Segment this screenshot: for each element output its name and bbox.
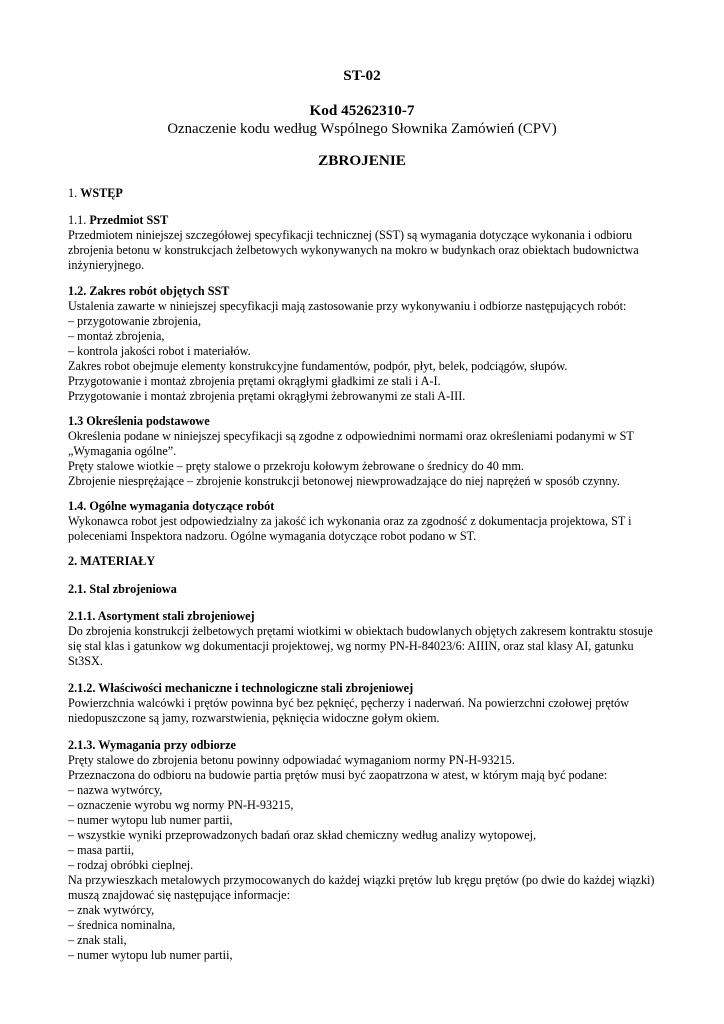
text-line (68, 903, 154, 918)
body-text: 1. (68, 186, 81, 200)
text-line (68, 933, 127, 948)
text-line (68, 711, 439, 726)
cpv-code: Kod 45262310-7 (309, 102, 415, 119)
body-text: Powierzchnia walcówki i prętów powinna być bez pęknięć, pęcherzy i naderwań. Na powierzchni czołowej prętów (68, 696, 630, 710)
text-line (68, 228, 632, 243)
text-line (68, 459, 524, 474)
heading-text: 1.4. Ogólne wymagania dotyczące robót (68, 499, 275, 513)
text-line (68, 888, 290, 903)
body-text: muszą znajdować się następujące informacje: (68, 888, 290, 902)
body-text: St3SX. (68, 654, 103, 668)
body-text: Przedmiotem niniejszej szczegółowej specyfikacji technicznej (SST) są wymagania dotyczące wykonania i odbioru (68, 228, 633, 242)
heading-text: 2. MATERIAŁY (68, 554, 156, 568)
body-text: – oznaczenie wyrobu wg normy PN-H-93215, (68, 798, 294, 812)
cpv-description: Oznaczenie kodu według Wspólnego Słownika Zamówień (CPV) (167, 121, 557, 137)
body-text: Wykonawca robot jest odpowiedzialny za jakość ich wykonania oraz za zgodność z dokumentacja projektowa, ST i (68, 514, 632, 528)
text-line (68, 873, 654, 888)
text-line (68, 738, 236, 753)
text-line (68, 768, 607, 783)
text-line (68, 609, 255, 624)
body-text: Na przywieszkach metalowych przymocowanych do każdej wiązki prętów lub kręgu prętów (po dwie do każdej wiązki) (68, 873, 655, 887)
text-line (68, 918, 175, 933)
text-line (68, 554, 155, 569)
text-line (68, 681, 413, 696)
text-line (68, 444, 176, 459)
heading-text: Przedmiot SST (89, 213, 169, 227)
body-text: – masa partii, (68, 843, 134, 857)
text-line (68, 858, 193, 873)
body-text: Zbrojenie niesprężające – zbrojenie konstrukcji betonowej niewprowadzające do niej naprężeń w sposób czynny. (68, 474, 620, 488)
text-line (68, 429, 634, 444)
text-line (68, 314, 201, 329)
text-line (68, 753, 515, 768)
body-text: się stal klas i gatunkow wg dokumentacji projektowej, wg normy PN-H-84023/6: AIIIN, oraz stal klasy AI, gatunku (68, 639, 634, 653)
body-text: poleceniami Inspektora nadzoru. Ogólne wymagania dotyczące robot podano w ST. (68, 529, 477, 543)
body-text: – średnica nominalna, (68, 918, 176, 932)
text-line (68, 213, 168, 228)
heading-text: 2.1.1. Asortyment stali zbrojeniowej (68, 609, 255, 623)
text-line (68, 329, 164, 344)
text-line (68, 624, 653, 639)
body-text: niedopuszczone są jamy, rozwarstwienia, pęknięcia widoczne gołym okiem. (68, 711, 440, 725)
text-line (68, 374, 441, 389)
text-line (68, 243, 639, 258)
body-text: – kontrola jakości robot i materiałów. (68, 344, 251, 358)
body-text: – numer wytopu lub numer partii, (68, 948, 233, 962)
text-line (68, 299, 626, 314)
body-text: zbrojenia betonu w konstrukcjach żelbetowych wykonywanych na mokro w budynkach oraz obiektach budownictwa (68, 243, 639, 257)
doc-code: ST-02 (343, 67, 381, 84)
heading-text: 1.2. Zakres robót objętych SST (68, 284, 230, 298)
body-text: Do zbrojenia konstrukcji żelbetowych prętami wiotkimi w obiektach budowlanych objętych zakresem kontraktu stosuje (68, 624, 653, 638)
body-text: – znak wytwórcy, (68, 903, 155, 917)
text-line (68, 828, 536, 843)
heading-text: 2.1.2. Właściwości mechaniczne i technologiczne stali zbrojeniowej (68, 681, 414, 695)
text-line (68, 813, 233, 828)
body-text: Pręty stalowe wiotkie – pręty stalowe o przekroju kołowym żebrowane o średnicy do 40 mm. (68, 459, 524, 473)
text-line (68, 654, 103, 669)
text-line (68, 696, 629, 711)
text-line (68, 783, 162, 798)
body-text: – montaż zbrojenia, (68, 329, 165, 343)
body-text: 1.1. (68, 213, 90, 227)
text-line (68, 344, 251, 359)
text-line (68, 284, 229, 299)
text-line (68, 514, 632, 529)
body-text: – znak stali, (68, 933, 127, 947)
body-text: – numer wytopu lub numer partii, (68, 813, 233, 827)
body-text: – rodzaj obróbki cieplnej. (68, 858, 194, 872)
body-text: – przygotowanie zbrojenia, (68, 314, 201, 328)
body-text: – nazwa wytwórcy, (68, 783, 163, 797)
body-text: Przygotowanie i montaż zbrojenia prętami okrągłymi gładkimi ze stali i A-I. (68, 374, 441, 388)
text-line (68, 529, 476, 544)
heading-text: WSTĘP (80, 186, 123, 200)
text-line (68, 258, 144, 273)
text-line (68, 499, 274, 514)
heading-text: 2.1. Stal zbrojeniowa (68, 582, 177, 596)
text-line (68, 474, 620, 489)
text-line (68, 389, 465, 404)
text-line (68, 948, 233, 963)
text-line (68, 798, 293, 813)
heading-text: 2.1.3. Wymagania przy odbiorze (68, 738, 236, 752)
body-text: Zakres robot obejmuje elementy konstrukcyjne fundamentów, podpór, płyt, belek, podciągów, słupów. (68, 359, 568, 373)
text-line (68, 359, 567, 374)
text-line (68, 582, 177, 597)
body-text: „Wymagania ogólne”. (68, 444, 177, 458)
body-text: Przygotowanie i montaż zbrojenia prętami okrągłymi żebrowanymi ze stali A-III. (68, 389, 466, 403)
text-line (68, 186, 123, 201)
body-text: Określenia podane w niniejszej specyfikacji są zgodne z odpowiednimi normami oraz określeniami podanymi w ST (68, 429, 634, 443)
body-text: Ustalenia zawarte w niniejszej specyfikacji mają zastosowanie przy wykonywaniu i odbiorze następujących robót: (68, 299, 627, 313)
document-title: ZBROJENIE (318, 152, 406, 169)
body-text: Przeznaczona do odbioru na budowie partia prętów musi być zaopatrzona w atest, w którym mają być podane: (68, 768, 608, 782)
body-text: Pręty stalowe do zbrojenia betonu powinny odpowiadać wymaganiom normy PN-H-93215. (68, 753, 515, 767)
text-line (68, 843, 134, 858)
body-text: – wszystkie wyniki przeprowadzonych badań oraz skład chemiczny według analizy wytopowej, (68, 828, 537, 842)
heading-text: 1.3 Określenia podstawowe (68, 414, 210, 428)
body-text: inżynieryjnego. (68, 258, 145, 272)
text-line (68, 639, 634, 654)
text-line (68, 414, 210, 429)
